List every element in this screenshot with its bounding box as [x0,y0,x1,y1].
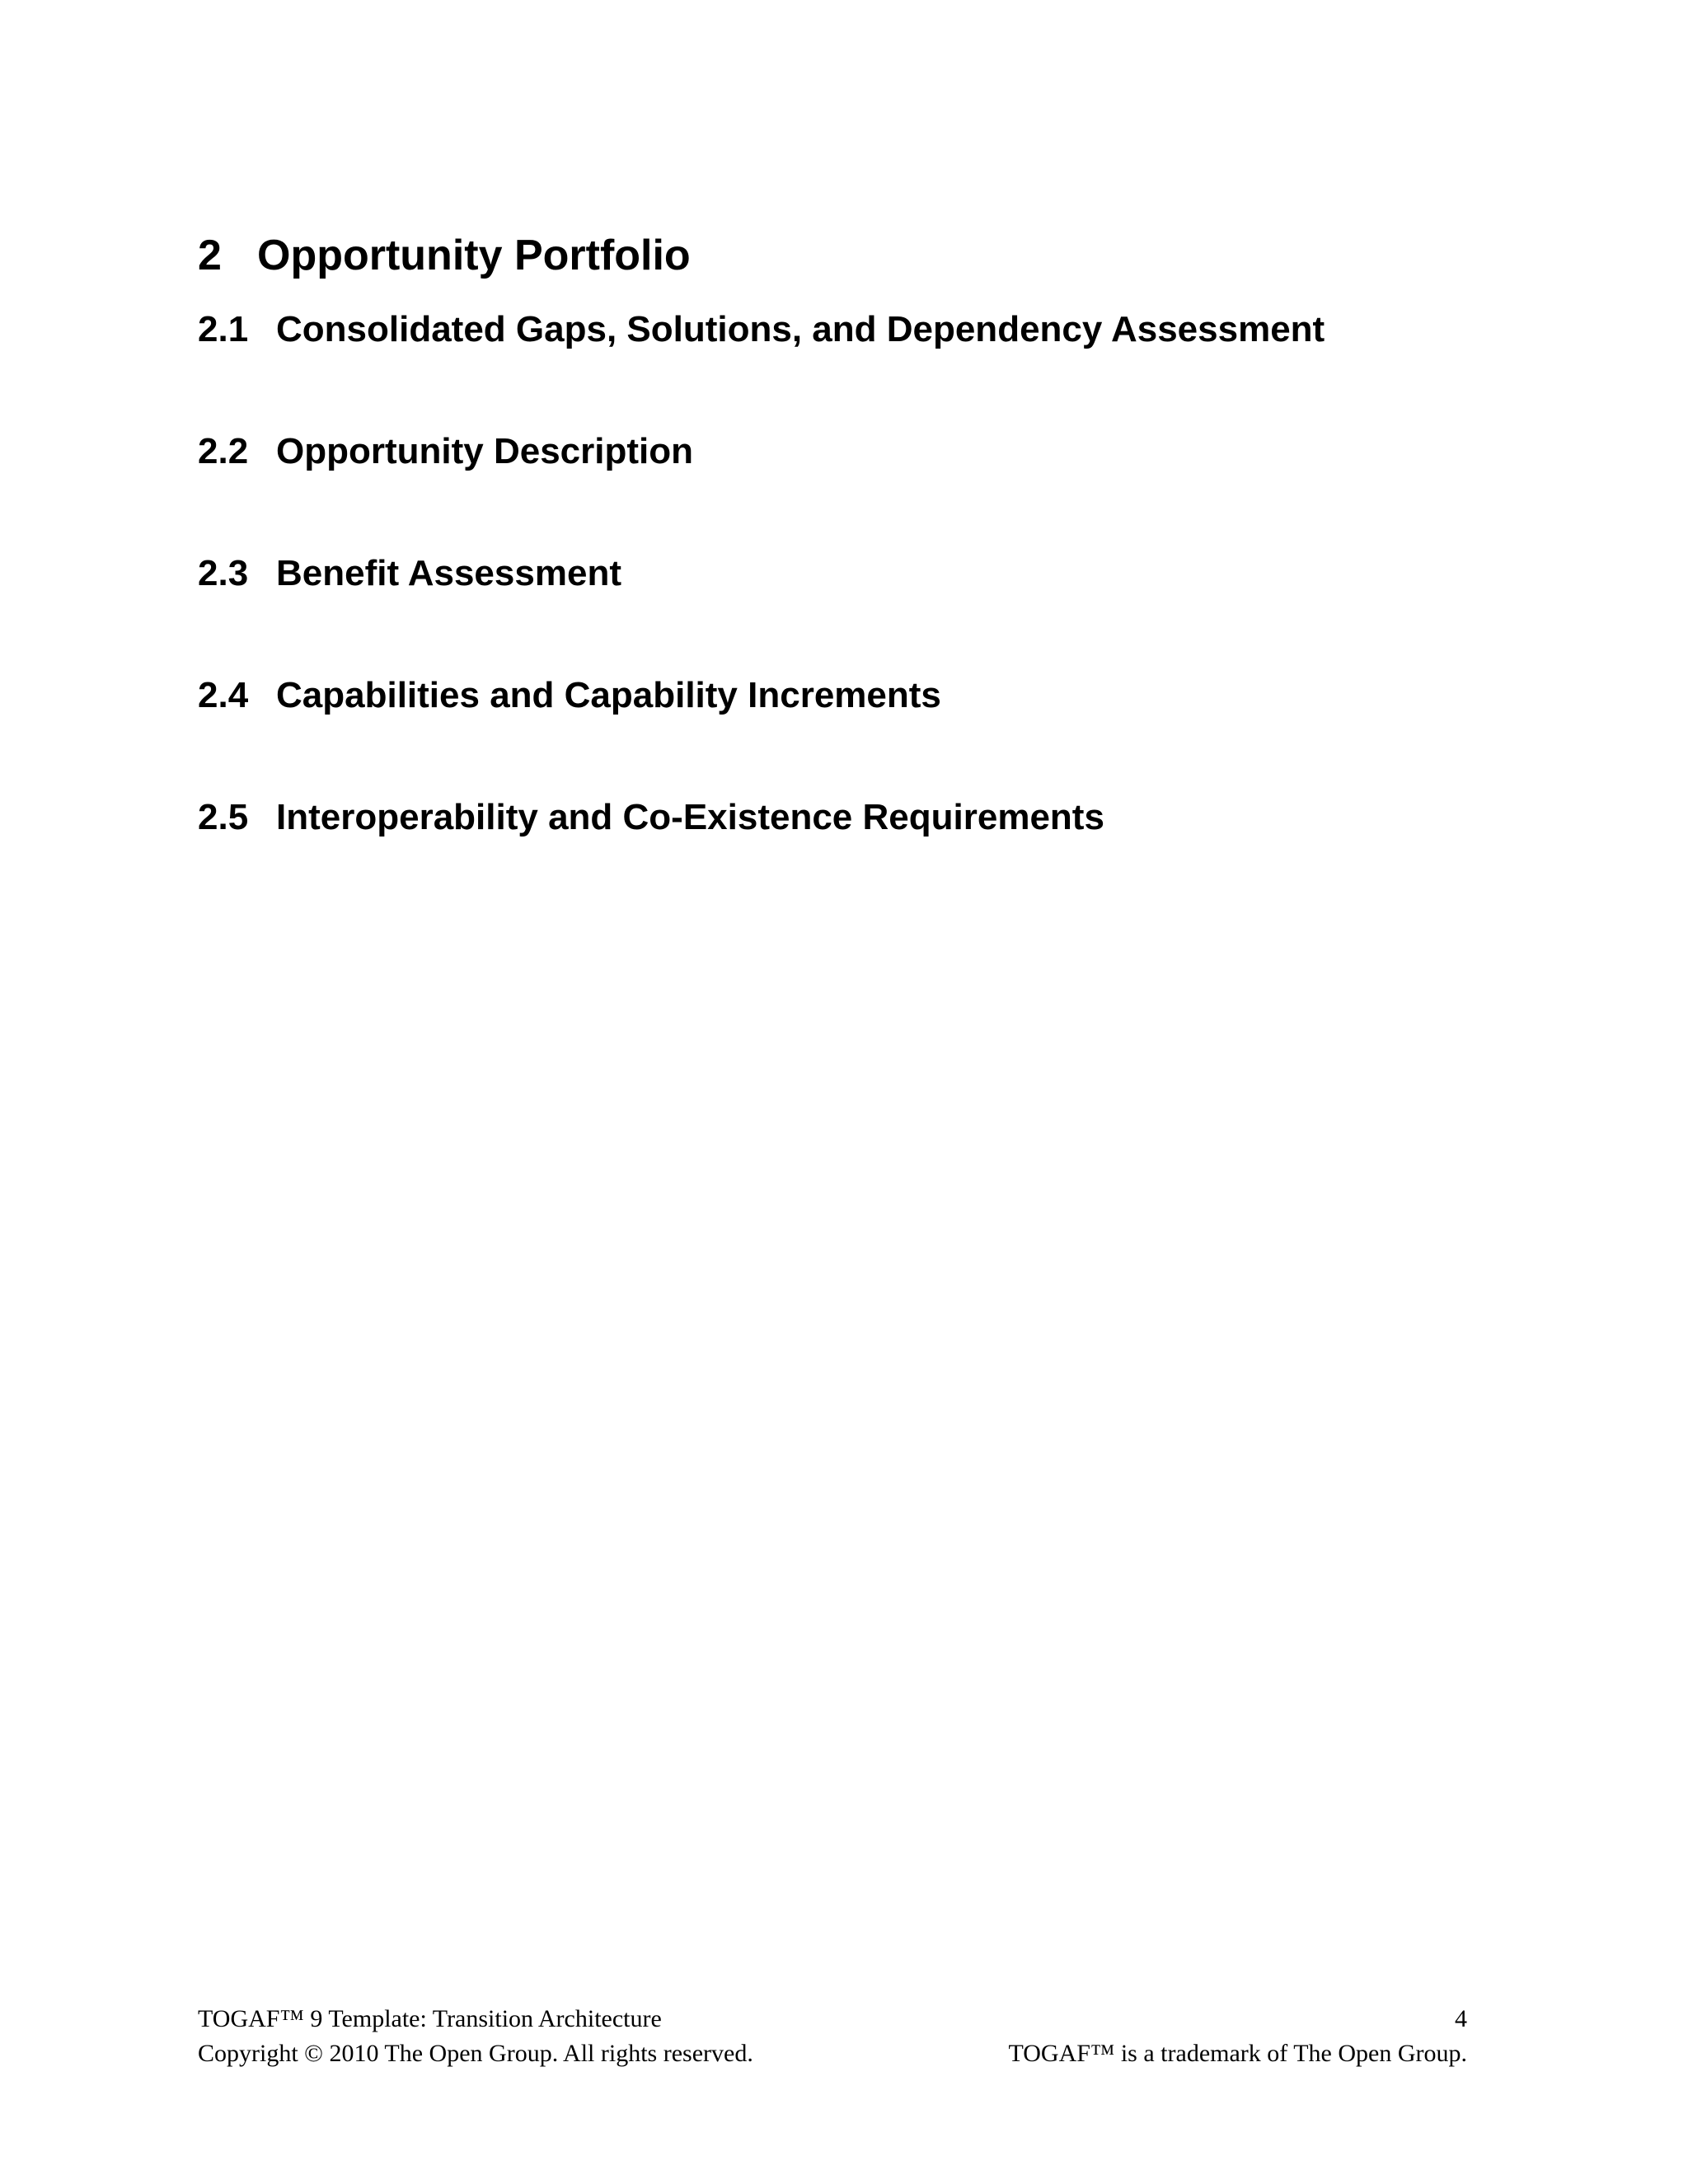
section-number: 2.1 [198,309,249,349]
footer-page-number: 4 [1455,2005,1467,2032]
section-heading-2-4 [198,671,941,720]
chapter-title: Opportunity Portfolio [257,232,691,279]
section-heading-2-1 [198,305,1325,354]
section-heading-2-2 [198,427,693,476]
section-number: 2.5 [198,797,249,837]
footer-copyright: Copyright © 2010 The Open Group. All rights reserved. [198,2040,753,2067]
section-title: Benefit Assessment [276,553,621,593]
section-number: 2.3 [198,553,249,593]
chapter-heading [198,227,691,284]
chapter-number: 2 [198,232,222,279]
section-heading-2-5 [198,793,1104,842]
section-title: Capabilities and Capability Increments [276,675,941,715]
section-heading-2-3 [198,549,621,598]
section-number: 2.2 [198,431,249,471]
section-title: Opportunity Description [276,431,693,471]
section-title: Interoperability and Co-Existence Requirements [276,797,1104,837]
footer-trademark: TOGAF™ is a trademark of The Open Group. [1008,2040,1467,2067]
section-number: 2.4 [198,675,249,715]
footer-document-title: TOGAF™ 9 Template: Transition Architecture [198,2005,662,2032]
section-title: Consolidated Gaps, Solutions, and Dependency Assessment [276,309,1325,349]
